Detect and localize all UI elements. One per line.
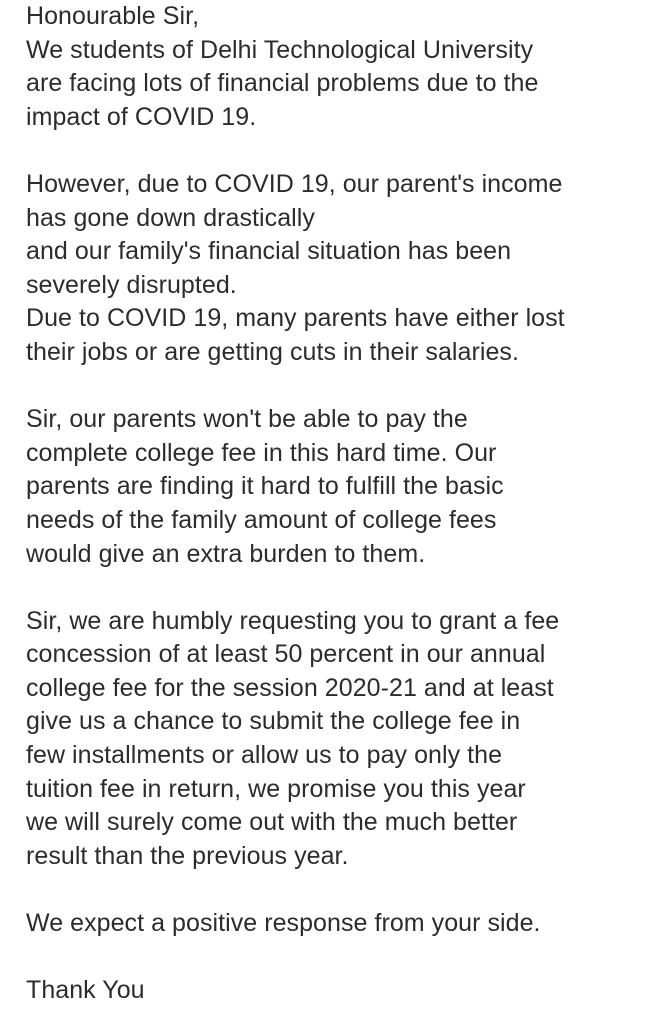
paragraph-line: However, due to COVID 19, our parent's income: [26, 169, 563, 198]
paragraph-line: We students of Delhi Technological University: [26, 35, 534, 64]
paragraph-4: [26, 605, 646, 874]
paragraph-line: has gone down drastically: [26, 203, 315, 232]
paragraph-line: and our family's financial situation has been: [26, 237, 512, 266]
paragraph-line: tuition fee in return, we promise you this year: [26, 774, 526, 803]
paragraph-spacer: [26, 134, 646, 168]
paragraph-line: Sir, we are humbly requesting you to grant a fee: [26, 606, 560, 635]
paragraph-spacer: [26, 370, 646, 404]
paragraph-spacer: [26, 571, 646, 605]
paragraph-spacer: [26, 941, 646, 975]
paragraph-line: we will surely come out with the much better: [26, 808, 518, 837]
letter-body: [26, 0, 646, 1008]
paragraph-line: needs of the family amount of college fees: [26, 505, 497, 534]
paragraph-line: give us a chance to submit the college fee in: [26, 707, 521, 736]
paragraph-line: Due to COVID 19, many parents have either lost: [26, 304, 565, 333]
paragraph-3: [26, 403, 646, 571]
paragraph-line: would give an extra burden to them.: [26, 539, 426, 568]
paragraph-line: few installments or allow us to pay only the: [26, 741, 503, 770]
paragraph-line: severely disrupted.: [26, 270, 237, 299]
paragraph-spacer: [26, 873, 646, 907]
paragraph-line: their jobs or are getting cuts in their salaries.: [26, 337, 519, 366]
paragraph-2: [26, 168, 646, 370]
closing: Thank You: [26, 976, 145, 1005]
paragraph-5: We expect a positive response from your side.: [26, 909, 541, 938]
paragraph-line: college fee for the session 2020-21 and at least: [26, 673, 554, 702]
paragraph-line: complete college fee in this hard time. Our: [26, 438, 497, 467]
paragraph-1: [26, 34, 646, 135]
paragraph-line: parents are finding it hard to fulfill the basic: [26, 472, 504, 501]
paragraph-line: are facing lots of financial problems due to the: [26, 69, 539, 98]
paragraph-line: Sir, our parents won't be able to pay the: [26, 405, 468, 434]
paragraph-line: result than the previous year.: [26, 841, 349, 870]
paragraph-line: impact of COVID 19.: [26, 102, 257, 131]
paragraph-line: concession of at least 50 percent in our annual: [26, 640, 546, 669]
salutation: Honourable Sir,: [26, 2, 200, 30]
